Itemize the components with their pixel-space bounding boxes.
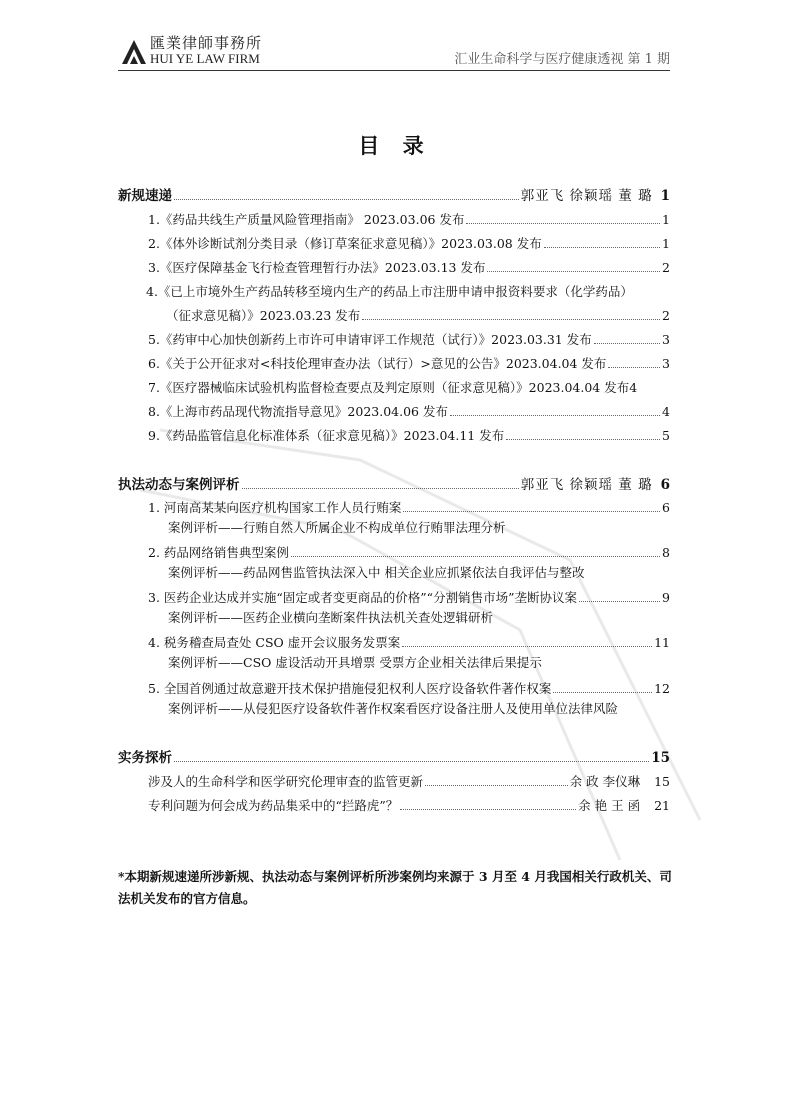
page-number: 6	[662, 500, 670, 515]
entry-authors: 余 政 李仪琳	[569, 774, 641, 789]
page-number: 2	[662, 308, 670, 323]
entry-title: 2.《体外诊断试剂分类目录（修订草案征求意见稿）》2023.03.08 发布	[148, 236, 542, 251]
toc-entry[interactable]	[146, 282, 670, 300]
toc-section-practice[interactable]	[118, 746, 670, 766]
page-number: 1	[662, 236, 670, 251]
page-number: 6	[660, 477, 670, 493]
toc-entry[interactable]	[148, 543, 670, 561]
leader-dots	[403, 511, 660, 512]
page-number: 4	[662, 404, 670, 419]
page-number: 1	[660, 188, 670, 204]
toc-section-new-rules[interactable]	[118, 184, 670, 204]
firm-name-cn: 匯業律師事務所	[150, 34, 263, 52]
entry-title: 1.《药品共线生产质量风险管理指南》 2023.03.06 发布	[148, 212, 465, 227]
toc-section-enforcement[interactable]	[118, 473, 670, 493]
firm-name-en: HUI YE LAW FIRM	[150, 51, 260, 66]
toc-entry[interactable]	[148, 234, 670, 252]
leader-dots	[362, 319, 660, 320]
leader-dots	[174, 761, 649, 762]
leader-dots	[402, 646, 652, 647]
toc-entry[interactable]	[148, 354, 670, 372]
section-authors: 郭亚飞 徐颖瑶 董 璐	[520, 477, 653, 493]
toc-entry-continued[interactable]	[166, 306, 670, 324]
case-comment: 案例评析——从侵犯医疗设备软件著作权案看医疗设备注册人及使用单位法律风险	[168, 701, 619, 716]
entry-title: 4.《已上市境外生产药品转移至境内生产的药品上市注册申请申报资料要求（化学药品）	[146, 284, 633, 299]
leader-dots	[466, 223, 660, 224]
entry-title: 5. 全国首例通过故意避开技术保护措施侵犯权利人医疗设备软件著作权案	[148, 681, 552, 696]
page-number: 3	[662, 332, 670, 347]
toc-entry[interactable]	[148, 633, 670, 651]
toc-entry[interactable]	[148, 679, 670, 697]
leader-dots	[579, 601, 660, 602]
entry-title: 3. 医药企业达成并实施“固定或者变更商品的价格”“分割销售市场”垄断协议案	[148, 590, 577, 605]
case-comment: 案例评析——行贿自然人所属企业不构成单位行贿罪法理分析	[168, 520, 506, 535]
entry-title: 1. 河南高某某向医疗机构国家工作人员行贿案	[148, 500, 402, 515]
entry-title: 7.《医疗器械临床试验机构监督检查要点及判定原则（征求意见稿）》2023.04.04 发布	[148, 380, 630, 395]
leader-dots	[608, 367, 660, 368]
leader-dots	[425, 785, 568, 786]
page-number: 5	[662, 428, 670, 443]
section-authors: 郭亚飞 徐颖瑶 董 璐	[520, 188, 653, 204]
toc-entry[interactable]	[148, 772, 670, 790]
page-number: 2	[662, 260, 670, 275]
leader-dots	[174, 199, 519, 200]
case-comment: 案例评析——药品网售监管执法深入中 相关企业应抓紧依法自我评估与整改	[168, 565, 585, 580]
page-number: 4	[629, 380, 638, 395]
toc-entry[interactable]	[148, 796, 670, 814]
section-title: 新规速递	[118, 188, 172, 204]
case-comment: 案例评析——医药企业横向垄断案件执法机关查处逻辑研析	[168, 610, 494, 625]
leader-dots	[544, 247, 660, 248]
page-number: 9	[662, 590, 670, 605]
page-number: 11	[654, 635, 670, 650]
firm-logo-icon	[120, 36, 150, 66]
entry-title: 专利问题为何会成为药品集采中的“拦路虎”？	[148, 798, 399, 813]
toc-entry[interactable]	[148, 210, 670, 228]
publication-title: 汇业生命科学与医疗健康透视 第 1 期	[454, 52, 670, 67]
source-footnote: *本期新规速递所涉新规、执法动态与案例评析所涉案例均来源于 3 月至 4 月我国相关行政机关、司法机关发布的官方信息。	[118, 869, 672, 906]
section-title: 执法动态与案例评析	[118, 477, 240, 493]
entry-title: 2. 药品网络销售典型案例	[148, 545, 289, 560]
page-number: 8	[662, 545, 670, 560]
leader-dots	[400, 809, 576, 810]
page-number: 21	[654, 798, 670, 813]
toc-entry[interactable]	[148, 378, 670, 396]
page-number: 15	[654, 774, 670, 789]
leader-dots	[242, 488, 519, 489]
entry-title: 8.《上海市药品现代物流指导意见》2023.04.06 发布	[148, 404, 448, 419]
toc-entry[interactable]	[148, 588, 670, 606]
toc-title: 目 录	[358, 133, 432, 158]
leader-dots	[291, 556, 660, 557]
entry-authors: 余 艳 王 函	[578, 798, 641, 813]
entry-title-continued: （征求意见稿）》2023.03.23 发布	[166, 308, 361, 323]
watermark-logo	[140, 400, 740, 860]
page-number: 12	[654, 681, 670, 696]
leader-dots	[450, 415, 660, 416]
leader-dots	[506, 439, 660, 440]
page-number: 15	[651, 750, 670, 766]
entry-title: 5.《药审中心加快创新药上市许可申请审评工作规范（试行）》2023.03.31 发布	[148, 332, 592, 347]
page-number: 1	[662, 212, 670, 227]
toc-entry[interactable]	[148, 258, 670, 276]
entry-title: 涉及人的生命科学和医学研究伦理审查的监管更新	[148, 774, 424, 789]
page-number: 3	[662, 356, 670, 371]
entry-title: 3.《医疗保障基金飞行检查管理暂行办法》2023.03.13 发布	[148, 260, 486, 275]
entry-title: 4. 税务稽查局查处 CSO 虚开会议服务发票案	[148, 635, 401, 650]
leader-dots	[553, 692, 652, 693]
entry-title: 9.《药品监管信息化标准体系（征求意见稿）》2023.04.11 发布	[148, 428, 505, 443]
toc-entry[interactable]	[148, 402, 670, 420]
toc-entry[interactable]	[148, 330, 670, 348]
toc-entry[interactable]	[148, 498, 670, 516]
page-header	[118, 32, 670, 71]
leader-dots	[487, 271, 660, 272]
toc-entry[interactable]	[148, 426, 670, 444]
leader-dots	[594, 343, 660, 344]
entry-title: 6.《关于公开征求对<科技伦理审查办法（试行）>意见的公告》2023.04.04 发布	[148, 356, 607, 371]
section-title: 实务探析	[118, 750, 172, 766]
case-comment: 案例评析——CSO 虚设活动开具增票 受票方企业相关法律后果提示	[168, 655, 542, 670]
firm-logo	[118, 32, 288, 70]
